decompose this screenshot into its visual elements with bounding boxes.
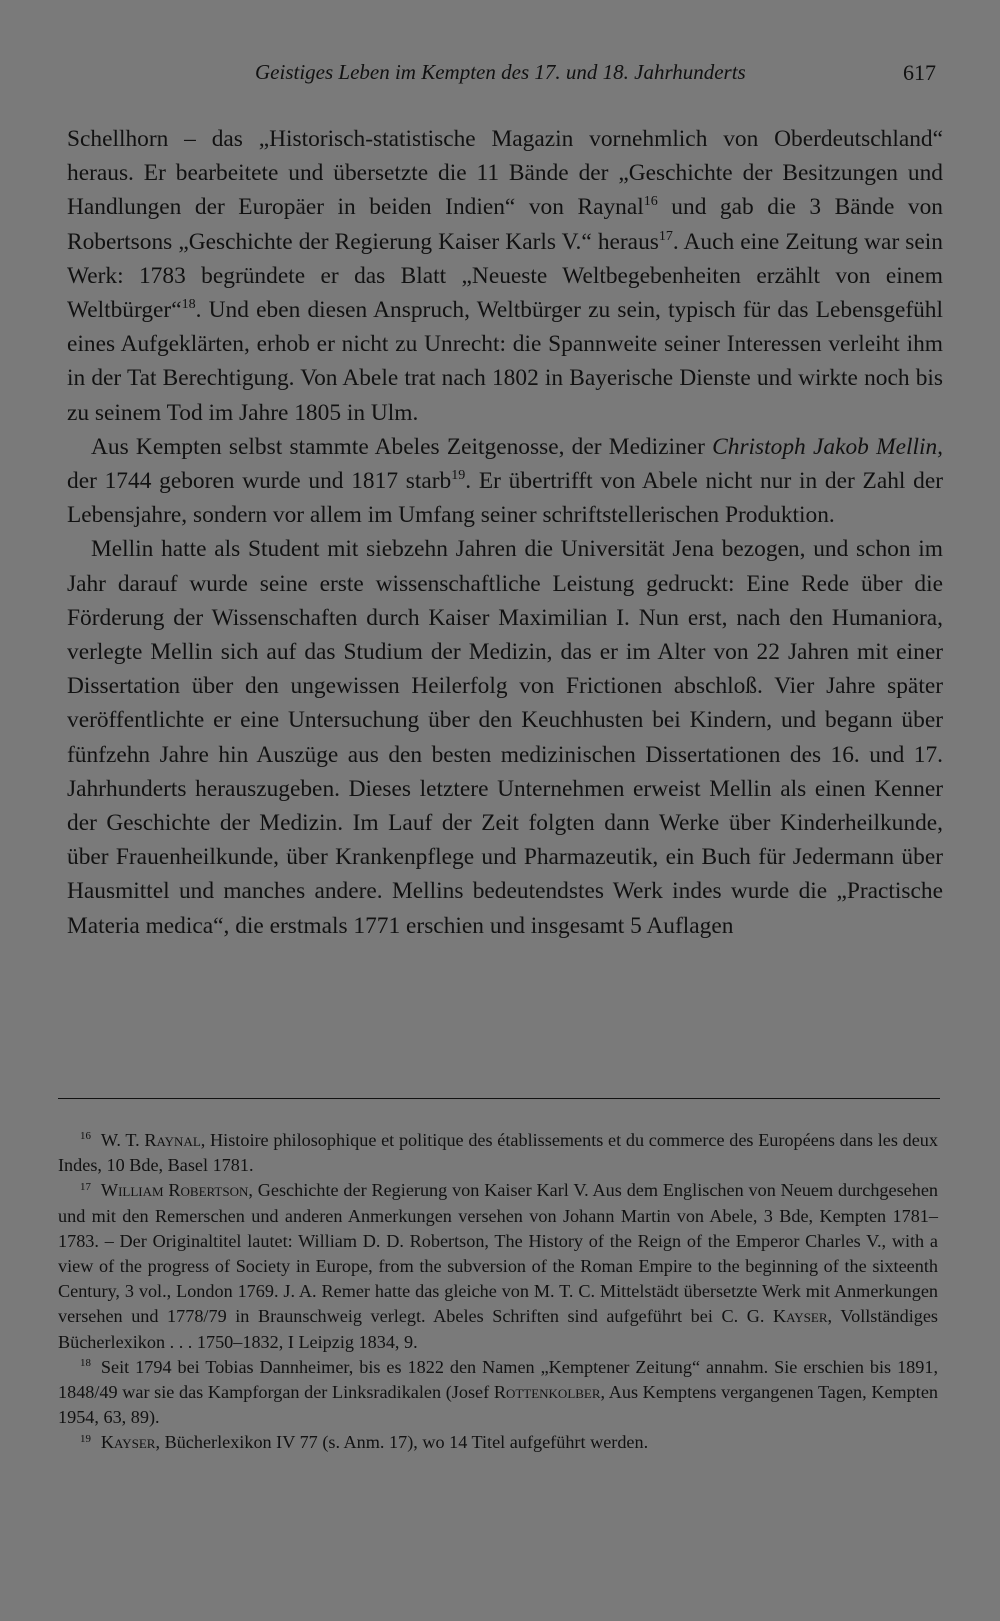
running-title: Geistiges Leben im Kempten des 17. und 18. Jahrhunderts xyxy=(255,60,746,84)
text-run: . Und eben diesen Anspruch, Weltbürger zu sein, typisch für das Lebensgefühl eines Aufgeklärten, erhob er nicht zu Unrecht: die Spannweite seiner Interessen verleiht ihm in der Tat Berechtigung. Von Abele trat nach 1802 in Bayerische Dienste und wirkte noch bis zu seinem Tod im Jahre 1805 in Ulm. xyxy=(67,297,943,426)
footnote-author: Kayser xyxy=(100,1432,156,1453)
footnote-author: William Robertson xyxy=(100,1180,249,1201)
footnote-text: , Histoire philosophique et politique des établissements et du commerce des Européens dans les deux Indes, 10 Bde, Basel 1781. xyxy=(58,1130,938,1176)
footnote-number: 16 xyxy=(80,1130,91,1143)
text-run: der 1744 geboren wurde und 1817 starb xyxy=(67,468,452,495)
page-number: 617 xyxy=(903,60,936,85)
body-text xyxy=(67,122,943,943)
footnote-number: 17 xyxy=(80,1180,91,1193)
text-run: Aus Kempten selbst stammte Abeles Zeitgenosse, der Mediziner xyxy=(91,433,713,460)
footnote xyxy=(58,1178,938,1354)
paragraph xyxy=(67,532,943,942)
footnote-text: , Bücherlexikon IV 77 (s. Anm. 17), wo 14 Titel aufgeführt werden. xyxy=(155,1432,649,1453)
text-run: und gab die 3 Bände von Robertsons „Geschichte der Regierung Kaiser Karls V.“ heraus xyxy=(67,194,943,255)
footnote-author: W. T. Raynal xyxy=(100,1130,201,1150)
footnote-author: Rottenkolber xyxy=(493,1382,601,1403)
footnote-text: Seit 1794 bei Tobias Dannheimer, bis es 1822 den Namen „Kemptener Zeitung“ annahm. Sie erschien bis 1891, 1848/49 war sie das Kampforgan der Linksradikalen (Josef xyxy=(58,1356,938,1403)
footnotes xyxy=(58,1128,938,1456)
paragraph xyxy=(67,430,943,533)
footnote-author: C. G. Kayser xyxy=(721,1306,828,1327)
text-run: Mellin hatte als Student mit siebzehn Jahren die Universität Jena bezogen, und schon im Jahr darauf wurde seine erste wissenschaftliche Leistung gedruckt: Eine Rede über die Förderung der Wissenschaften durch Kaiser Maximilian I. Nun erst, nach den Humaniora, verlegte Mellin sich auf das Studium der Medizin, das er im Alter von 22 Jahren mit einer Dissertation über den ungewissen Heilerfolg von Frictionen abschloß. Vier Jahre später veröffentlichte er eine Untersuchung über den Keuchhusten bei Kindern, und begann über fünfzehn Jahre hin Auszüge aus den besten medizinischen Dissertationen des 16. und 17. Jahrhunderts herauszugeben. Dieses letztere Unternehmen erweist Mellin als einen Kenner der Geschichte der Medizin. Im Lauf der Zeit folgten dann Werke über Kinderheilkunde, über Frauenheilkunde, über Krankenpflege und Pharmazeutik, ein Buch für Jedermann über Hausmittel und manches andere. Mellins bedeutendstes Werk indes wurde die „Practische Materia medica“, die erstmals 1771 erschien und insgesamt 5 Auflagen xyxy=(67,536,943,939)
text-run: Schellhorn – das „Historisch-statistische Magazin vornehmlich von Oberdeutschland“ heraus. Er bearbeitete und übersetzte die 11 Bände der „Geschichte der Besitzungen und Handlungen der Europäer in beiden Indien“ von Raynal xyxy=(67,126,943,221)
footnote-text: , Vollständiges Bücherlexikon . . . 1750–1832, I Leipzig 1834, 9. xyxy=(58,1306,938,1352)
footnote-ref: 19 xyxy=(451,466,466,483)
footnote-text: , Aus Kemptens vergangenen Tagen, Kempten 1954, 63, 89). xyxy=(58,1382,938,1428)
footnote-text: , Geschichte der Regierung von Kaiser Karl V. Aus dem Englischen von Neuem durchgesehen und mit den Remerschen und anderen Anmerkungen versehen von Johann Martin von Abele, 3 Bde, Kempten 1781–1783. – Der Originaltitel lautet: William D. D. Robertson, The History of the Reign of the Emperor Charles V., with a view of the progress of Society in Europe, from the subversion of the Roman Empire to the beginning of the sixteenth Century, 3 vol., London 1769. J. A. Remer hatte das gleiche von M. T. C. Mittelstädt übersetzte Werk mit Anmerkungen versehen und 1778/79 in Braunschweig verlegt. Abeles Schriften sind aufgeführt bei xyxy=(58,1180,938,1327)
paragraph xyxy=(67,122,943,430)
page-header xyxy=(0,56,1000,92)
footnote xyxy=(58,1430,938,1455)
footnote-ref: 18 xyxy=(181,295,196,312)
footnote xyxy=(58,1355,938,1431)
footnote-divider xyxy=(58,1098,940,1099)
footnote-number: 19 xyxy=(80,1432,91,1445)
text-run: . Er übertrifft von Abele nicht nur in der Zahl der Lebensjahre, sondern vor allem im Umfang seiner schriftstellerischen Produktion. xyxy=(67,468,944,529)
footnote-ref: 17 xyxy=(658,227,673,244)
person-name: Christoph Jakob Mellin, xyxy=(712,433,943,460)
footnote-ref: 16 xyxy=(643,193,658,210)
text-run: . Auch eine Zeitung war sein Werk: 1783 begründete er das Blatt „Neueste Weltbegebenheiten erzählt von einem Weltbürger“ xyxy=(67,228,943,324)
footnote xyxy=(58,1128,938,1178)
footnote-number: 18 xyxy=(80,1357,91,1370)
